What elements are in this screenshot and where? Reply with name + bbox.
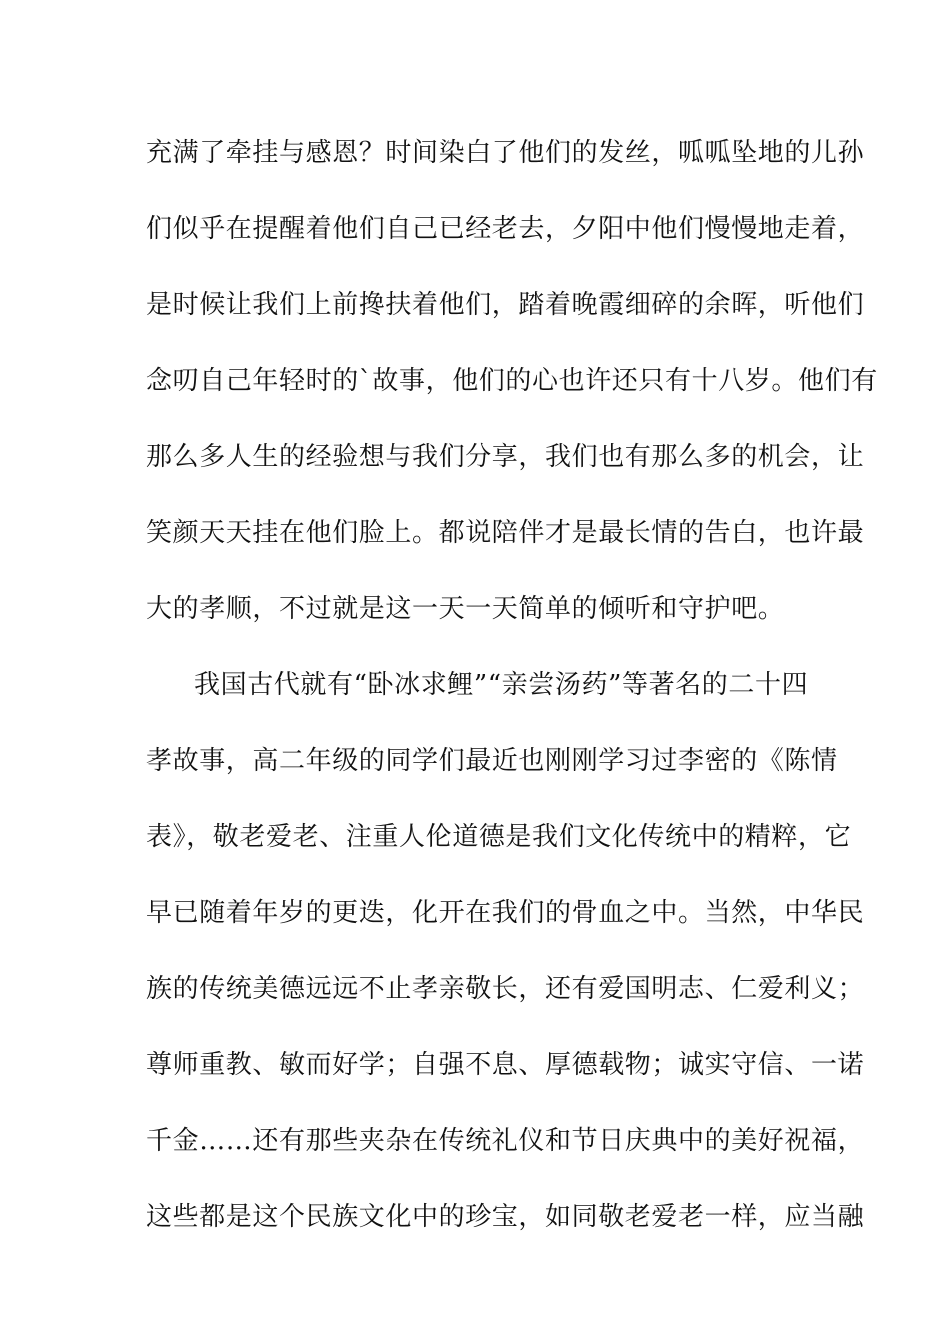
- text-line: 尊师重教、敏而好学；自强不息、厚德载物；诚实守信、一诺: [146, 1050, 865, 1080]
- text-line: 充满了牵挂与感恩？时间染白了他们的发丝，呱呱坠地的儿孙: [146, 138, 865, 168]
- text-line: 这些都是这个民族文化中的珍宝，如同敬老爱老一样，应当融: [146, 1202, 865, 1232]
- text-line: 笑颜天天挂在他们脸上。都说陪伴才是最长情的告白，也许最: [146, 518, 865, 548]
- text-line: 大的孝顺，不过就是这一天一天简单的倾听和守护吧。: [146, 594, 785, 624]
- text-line: 早已随着年岁的更迭，化开在我们的骨血之中。当然，中华民: [146, 898, 865, 928]
- paragraph-start-line: 我国古代就有“卧冰求鲤”“亲尝汤药”等著名的二十四: [194, 670, 809, 700]
- text-line: 千金……还有那些夹杂在传统礼仪和节日庆典中的美好祝福，: [146, 1126, 865, 1156]
- text-line: 们似乎在提醒着他们自己已经老去，夕阳中他们慢慢地走着，: [146, 214, 865, 244]
- text-line: 族的传统美德远远不止孝亲敬长，还有爱国明志、仁爱利义；: [146, 974, 865, 1004]
- text-line: 是时候让我们上前搀扶着他们，踏着晚霞细碎的余晖，听他们: [146, 290, 865, 320]
- text-line: 那么多人生的经验想与我们分享，我们也有那么多的机会，让: [146, 442, 865, 472]
- body-text: [146, 130, 878, 1270]
- text-line: 孝故事，高二年级的同学们最近也刚刚学习过李密的《陈情: [146, 746, 838, 776]
- text-line: 念叨自己年轻时的`故事，他们的心也许还只有十八岁。他们有: [146, 366, 878, 396]
- text-line: 表》，敬老爱老、注重人伦道德是我们文化传统中的精粹，它: [146, 822, 852, 852]
